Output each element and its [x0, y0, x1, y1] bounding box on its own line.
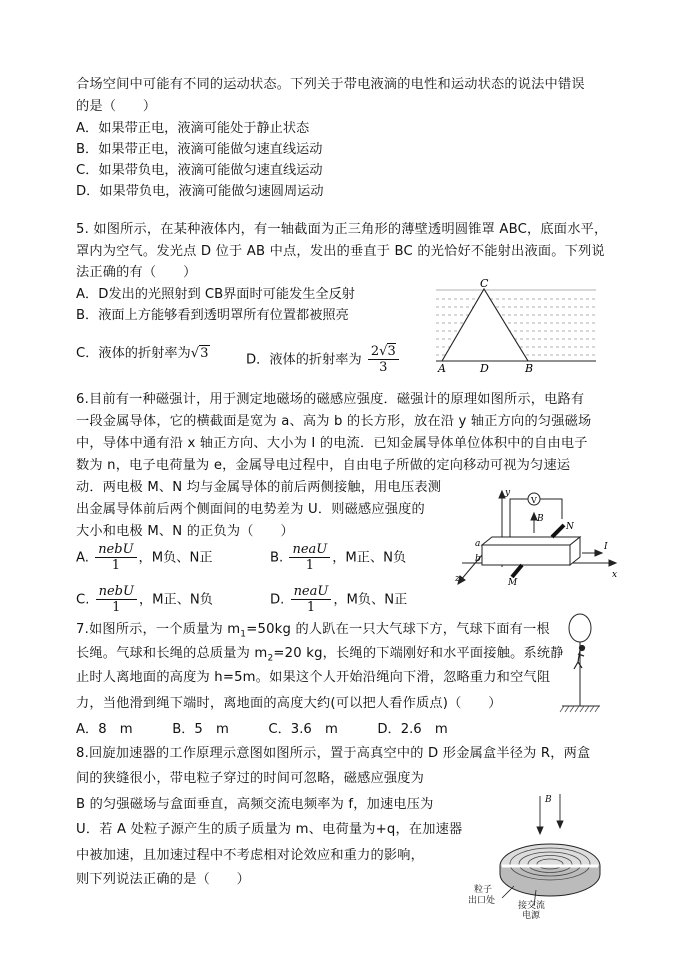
voltmeter-label: V	[531, 496, 537, 505]
q4-option-d: D．如果带负电，液滴可能做匀速圆周运动	[76, 184, 324, 199]
current-label: I	[604, 542, 608, 552]
electrode-m	[512, 565, 522, 577]
q8-stem-line5: 中被加速，且加速过程中不考虑相对论效应和重力的影响，	[76, 848, 425, 863]
q6-stem-line4: 数为 n，电子电荷量为 e，金属导电过程中，自由电子所做的定向移动可视为匀速运	[76, 458, 571, 473]
q6-option-d: D. $\frac{\text{neaU}}{1}$ ，M负、N正	[270, 584, 408, 615]
q7-stem-line2: 长绳。气球和长绳的总质量为 $m_2=20$ kg，长绳的下端刚好和水平面接触。系统静	[76, 646, 564, 664]
q5-option-c-sqrt: √3	[190, 346, 209, 361]
axis-y-label: y	[505, 488, 511, 498]
q8-stem-line4: U．若 A 处粒子源产生的质子质量为 m、电荷量为+q，在加速器	[76, 822, 463, 837]
q4-stem-line1: 合场空间中可能有不同的运动状态。下列关于带电液滴的电性和运动状态的说法中错误	[76, 77, 585, 92]
exit-label-1: 粒子	[474, 885, 493, 895]
q5-stem-line3: 法正确的有（ ）	[76, 265, 197, 280]
q6-option-b-fraction: $\frac{\text{neaU}}{1}$	[289, 542, 330, 573]
q6-stem-line1: 6.目前有一种磁强计，用于测定地磁场的磁感应强度．磁强计的原理如图所示，电路有	[76, 392, 585, 407]
q8-stem-line6: 则下列说法正确的是（ ）	[76, 872, 251, 887]
q6-stem-line5: 动．两电极 M、N 均与金属导体的前后两侧接触，用电压表测	[76, 480, 442, 495]
q7-stem-line1: 7.如图所示，一个质量为 $m_1=50kg$ 的人趴在一只大气球下方，气球下面有一根	[76, 622, 550, 640]
electrode-n	[552, 525, 564, 537]
q7-options: A．8 m B．5 m C．3.6 m D．2.6 m	[76, 722, 448, 737]
q4-option-c: C．如果带负电，液滴可能做匀速直线运动	[76, 163, 323, 178]
q6-stem-line7: 大小和电极 M、N 的正负为（ ）	[76, 524, 294, 539]
q7-balloon-figure	[558, 612, 604, 716]
q6-stem-line2: 一段金属导体，它的横截面是宽为 a、高为 b 的长方形，放在沿 y 轴正方向的匀强磁场	[76, 414, 592, 429]
q6-stem-line3: 中，导体中通有沿 x 轴正方向、大小为 I 的电流．已知金属导体单位体积中的自由电子	[76, 436, 588, 451]
q7-stem-line3: 止时人离地面的高度为 h=5m。如果这个人开始沿绳向下滑，忽略重力和空气阻	[76, 670, 551, 685]
q6-stem-line6: 出金属导体前后两个侧面间的电势差为 U．则磁感应强度的	[76, 502, 425, 517]
cone-triangle	[442, 289, 528, 361]
q5-option-d	[246, 344, 401, 375]
person-icon	[574, 646, 585, 670]
q7-stem-line4: 力，当他滑到绳下端时，离地面的高度大约(可以把人看作质点)（ ）	[76, 696, 502, 711]
label-c: C	[480, 277, 489, 290]
q5-option-a: A．D发出的光照射到 CB界面时可能发生全反射	[76, 287, 355, 302]
ac-label-2: 电源	[522, 911, 541, 920]
axis-x-label: x	[612, 570, 618, 580]
q8-stem-line1: 8.回旋加速器的工作原理示意图如图所示，置于高真空中的 D 形金属盒半径为 R，两盒	[76, 746, 591, 761]
q5-option-b: B．液面上方能够看到透明罩所有位置都被照亮	[76, 308, 349, 323]
m-label: M	[508, 578, 518, 587]
q6-option-d-fraction: $\frac{\text{neaU}}{1}$	[291, 584, 332, 615]
exit-label-2: 出口处	[468, 896, 496, 906]
label-d: D	[480, 362, 489, 373]
q5-stem-line2: 罩内为空气。发光点 D 位于 AB 中点，发出的垂直于 BC 的光恰好不能射出液面。下列说	[76, 244, 605, 259]
q5-option-d-numerator: 2√3	[368, 344, 399, 360]
q5-option-c	[76, 344, 210, 364]
q4-option-b: B．如果带正电，液滴可能做匀速直线运动	[76, 142, 323, 157]
q5-option-c-text: C．液体的折射率为	[76, 346, 191, 361]
q4-stem-line2: 的是（ ）	[76, 99, 157, 114]
q6-option-a-fraction: $\frac{\text{nebU}}{1}$	[95, 542, 136, 573]
ac-label-1: 接交流	[518, 901, 546, 911]
b-label: B	[537, 514, 544, 524]
q5-option-d-denominator: 3	[379, 360, 388, 375]
q6-option-c: C. $\frac{\text{nebU}}{1}$ ，M正、N负	[76, 584, 213, 615]
q5-option-d-fraction	[368, 344, 399, 375]
label-b: B	[525, 362, 534, 373]
q6-option-b: B. $\frac{\text{neaU}}{1}$ ，M正、N负	[270, 542, 407, 573]
axis-z-label: z	[455, 574, 460, 584]
a-label: a	[475, 539, 481, 549]
q5-stem-line1: 5. 如图所示，在某种液体内，有一轴截面为正三角形的薄壁透明圆锥罩 ABC，底面水平，	[76, 222, 608, 237]
q6-option-c-fraction: $\frac{\text{nebU}}{1}$	[96, 584, 137, 615]
q8-stem-line3: B 的匀强磁场与盒面垂直，高频交流电频率为 f，加速电压为	[76, 797, 434, 812]
q8-cyclotron-figure	[462, 790, 612, 920]
n-label: N	[566, 522, 574, 532]
b-label: B	[545, 795, 552, 805]
q6-option-a: A. $\frac{\text{nebU}}{1}$ ，M负、N正	[76, 542, 213, 573]
q5-cone-figure	[432, 277, 600, 373]
q6-magnetometer-figure	[452, 485, 622, 587]
label-a: A	[438, 362, 446, 373]
q8-stem-line2: 间的狭缝很小，带电粒子穿过的时间可忽略，磁感应强度为	[76, 771, 425, 786]
q4-option-a: A．如果带正电，液滴可能处于静止状态	[76, 121, 310, 136]
b-small-label: b	[475, 554, 481, 564]
q5-option-d-text: D．液体的折射率为	[246, 352, 362, 368]
